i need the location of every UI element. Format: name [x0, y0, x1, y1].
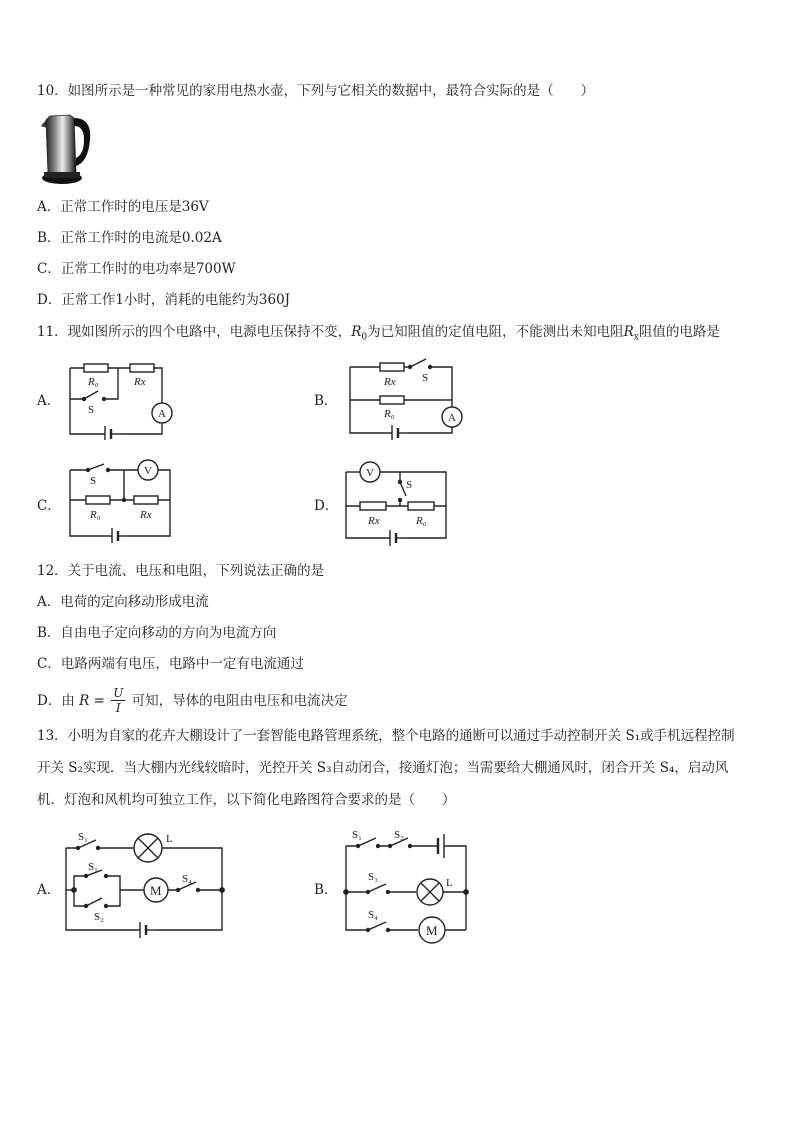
svg-text:S₁: S₁ — [88, 861, 98, 873]
q12-option-c: C．电路两端有电压，电路中一定有电流通过 — [37, 656, 304, 672]
formula-numerator: U — [113, 686, 124, 700]
svg-text:S₁: S₁ — [78, 831, 88, 843]
svg-text:A: A — [448, 412, 456, 424]
voltmeter-symbol: V — [144, 465, 152, 477]
svg-text:Rx: Rx — [384, 376, 396, 388]
lamp-label: L — [166, 833, 173, 845]
q10-option-d: D．正常工作1小时，消耗的电能约为360J — [37, 292, 291, 308]
q12-option-d-suffix: 可知，导体的电阻由电压和电流决定 — [131, 693, 348, 709]
svg-text:S₄: S₄ — [368, 909, 378, 921]
q11-label-a: A． — [37, 393, 61, 409]
svg-text:S: S — [422, 372, 429, 384]
formula-fraction — [111, 686, 125, 715]
q11-circuit-d — [336, 458, 466, 546]
svg-text:R₀: R₀ — [90, 509, 101, 521]
svg-text:S₃: S₃ — [368, 871, 378, 883]
q11-circuit-c — [60, 458, 190, 543]
rx-label: Rx — [134, 376, 146, 388]
q13-label-a: A． — [37, 882, 61, 898]
q11-label-c: C． — [37, 498, 61, 514]
q13-stem-line-1: 13．小明为自家的花卉大棚设计了一套智能电路管理系统，整个电路的通断可以通过手动控制开关 S₁或手机远程控制 — [37, 728, 735, 744]
q11-stem-rx: R — [623, 324, 634, 340]
formula-denominator: I — [115, 701, 121, 715]
svg-text:L: L — [446, 877, 453, 889]
svg-text:V: V — [366, 467, 374, 479]
q13-circuit-b — [338, 826, 498, 948]
q11-stem-r0-sub: 0 — [361, 332, 368, 343]
svg-text:M: M — [426, 923, 438, 938]
q13-label-b: B． — [314, 882, 338, 898]
ammeter-symbol: A — [158, 408, 166, 420]
q11-stem-rx-sub: x — [633, 332, 639, 343]
svg-text:S: S — [406, 479, 413, 491]
q11-stem-part-c: 阻值的电路是 — [638, 324, 720, 340]
svg-text:Rx: Rx — [140, 509, 152, 521]
svg-text:Rx: Rx — [368, 515, 380, 527]
kettle-image — [40, 110, 96, 188]
svg-text:S₄: S₄ — [182, 873, 192, 885]
motor-symbol: M — [150, 883, 162, 898]
q12-option-a: A．电荷的定向移动形成电流 — [37, 594, 209, 610]
svg-text:S₁: S₁ — [352, 829, 362, 841]
formula-lhs: R = — [79, 693, 105, 709]
q13-circuit-a — [58, 828, 233, 943]
svg-text:R₀: R₀ — [384, 408, 395, 420]
q11-stem-part-a: 11．现如图所示的四个电路中，电源电压保持不变， — [37, 324, 352, 340]
q12-option-d — [37, 686, 348, 716]
svg-text:S₂: S₂ — [94, 911, 104, 923]
q13-stem-line-2: 开关 S₂实现．当大棚内光线较暗时，光控开关 S₃自动闭合，接通灯泡；当需要给大棚通风时，闭合开关 S₄，启动风 — [37, 760, 729, 776]
q10-option-b: B．正常工作时的电流是0.02A — [37, 230, 222, 246]
q12-stem: 12．关于电流、电压和电阻，下列说法正确的是 — [37, 563, 325, 579]
q11-stem-part-b: 为已知阻值的定值电阻，不能测出未知电阻 — [367, 324, 624, 340]
q13-stem-line-3: 机．灯泡和风机均可独立工作，以下简化电路图符合要求的是（ ） — [37, 792, 456, 808]
svg-text:S: S — [90, 475, 97, 487]
q11-stem-r0: R — [351, 324, 362, 340]
q11-stem — [37, 323, 720, 347]
q12-option-b: B．自由电子定向移动的方向为电流方向 — [37, 625, 277, 641]
q11-circuit-b — [340, 355, 470, 440]
q11-label-d: D． — [314, 498, 339, 514]
r0-label: R₀ — [88, 376, 99, 388]
s-label: S — [88, 404, 95, 416]
svg-text:S₂: S₂ — [394, 829, 404, 841]
q10-stem: 10．如图所示是一种常见的家用电热水壶，下列与它相关的数据中，最符合实际的是（ ） — [37, 83, 595, 99]
q12-option-d-prefix: D．由 — [37, 693, 75, 709]
q10-option-c: C．正常工作时的电功率是700W — [37, 261, 236, 277]
q11-circuit-a — [60, 355, 180, 440]
q11-label-b: B． — [314, 393, 338, 409]
svg-text:R₀: R₀ — [416, 515, 427, 527]
q10-option-a: A．正常工作时的电压是36V — [37, 199, 209, 215]
